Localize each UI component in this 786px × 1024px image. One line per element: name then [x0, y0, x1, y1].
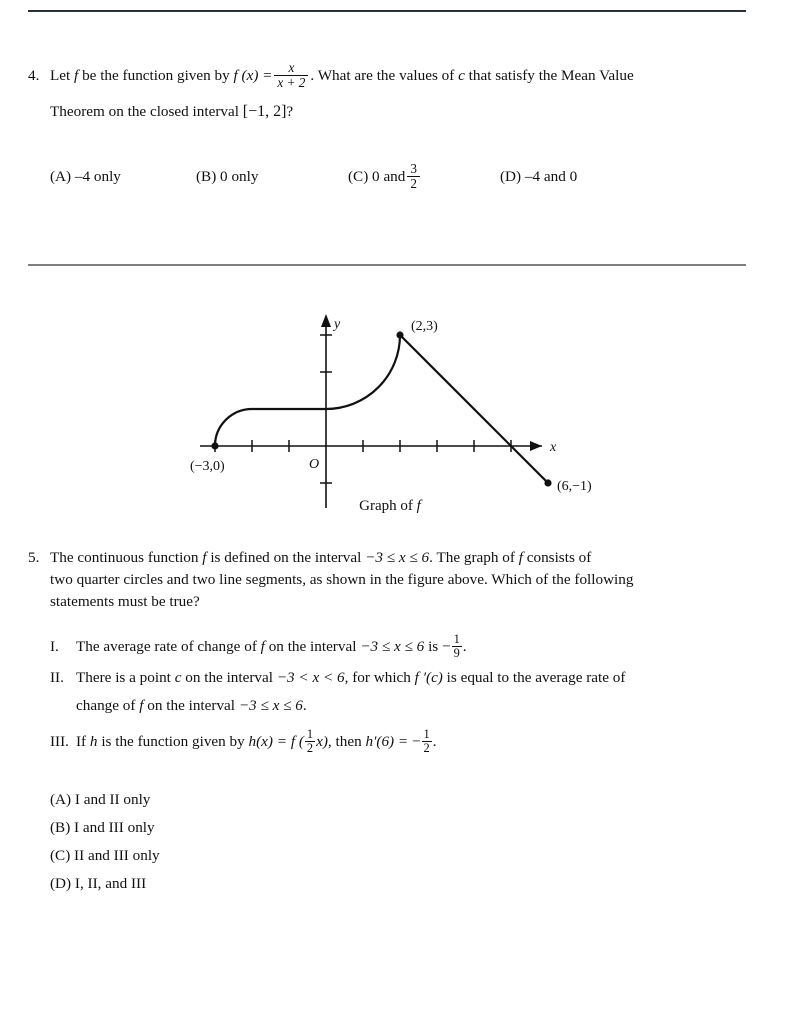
choice-4-c-fraction — [407, 162, 420, 191]
choice-5-d-text: I, II, and III — [74, 875, 147, 892]
statement-ii-mid: on the interval — [185, 669, 273, 686]
statement-iii-hx: h(x) = f ( — [248, 733, 304, 750]
q4-interval: [−1, 2] — [242, 103, 287, 120]
q4-function-expression: f (x) = — [233, 67, 273, 84]
choice-4-c-fraction-denominator: 2 — [407, 176, 420, 191]
statement-ii-cont-pre: change of — [76, 697, 136, 714]
y-axis-arrow — [321, 314, 331, 327]
question-5-line-3: statements must be true? — [50, 593, 200, 610]
figure-caption-text: Graph of — [359, 498, 413, 514]
statement-ii-text-cont — [76, 692, 746, 720]
statement-iii-pre: If — [76, 733, 87, 750]
q5-text-pre: The continuous function — [50, 549, 199, 566]
choice-4-b-text: 0 only — [220, 168, 259, 185]
statement-iii-fraction-result-numerator: 1 — [423, 727, 430, 741]
statement-ii-interval: −3 < x < 6 — [276, 669, 345, 686]
choice-4-a-text: –4 only — [74, 168, 121, 185]
statement-ii-fprime: f ′(c) — [414, 669, 443, 686]
statement-iii-fraction-result — [422, 728, 432, 755]
x-axis-arrow — [530, 441, 542, 451]
graph-svg — [180, 300, 600, 525]
choice-4-b-label: (B) — [196, 168, 217, 185]
question-5-number: 5. — [28, 549, 40, 566]
statement-iii-end: . — [432, 733, 437, 750]
statement-i-pre: The average rate of change of — [76, 638, 257, 655]
q5-text-end: consists of — [526, 549, 592, 566]
q4-fraction-denominator: x + 2 — [274, 75, 308, 90]
choice-4-a[interactable] — [50, 163, 121, 191]
q4-symbol-c: c — [458, 67, 465, 84]
statement-iii-fraction-result-denominator: 2 — [423, 741, 430, 756]
statement-ii-number: II. — [50, 669, 64, 686]
statement-ii-end: is equal to the average rate of — [446, 669, 626, 686]
choice-4-a-label: (A) — [50, 168, 72, 185]
choice-5-c[interactable] — [50, 842, 160, 870]
statement-i-mid: on the interval — [268, 638, 357, 655]
q5-text-mid: is defined on the interval — [210, 549, 362, 566]
choice-5-a[interactable] — [50, 786, 150, 814]
statement-ii-text — [76, 664, 746, 692]
statement-i-end: . — [462, 638, 467, 655]
label-point-peak: (2,3) — [411, 319, 438, 334]
choice-4-d-text: –4 and 0 — [524, 168, 578, 185]
choice-5-b-text: I and III only — [74, 819, 155, 836]
statement-ii-cont-symbol-f: f — [139, 697, 144, 714]
choice-4-d[interactable] — [500, 163, 577, 191]
statement-iii-fraction-half — [305, 728, 315, 755]
statement-ii-symbol-c: c — [174, 669, 182, 686]
label-origin: O — [309, 457, 320, 472]
divider-top — [28, 10, 746, 12]
label-point-left-endpoint: (−3,0) — [190, 459, 225, 474]
statement-i-sign: − — [442, 638, 451, 655]
statement-ii-cont-interval: −3 ≤ x ≤ 6 — [238, 697, 303, 714]
q5-symbol-f: f — [202, 549, 207, 566]
point-marker-right-endpoint — [544, 479, 551, 486]
question-4-line-2 — [50, 98, 750, 126]
q4-text-post: . What are the values of — [310, 67, 455, 84]
statement-iii-symbol-h: h — [89, 733, 98, 750]
statement-iii-hx-var: x) — [316, 733, 328, 750]
point-marker-left-endpoint — [211, 442, 218, 449]
statement-i-fraction-numerator: 1 — [453, 632, 460, 646]
statement-iii-mid: is the function given by — [101, 733, 245, 750]
figure-caption-symbol-f: f — [416, 498, 421, 514]
choice-4-c[interactable] — [348, 163, 422, 192]
choice-5-a-label: (A) — [50, 791, 72, 808]
q4-line2-pre: Theorem on the closed interval — [50, 103, 239, 120]
question-4-number: 4. — [28, 67, 40, 84]
statement-iii-number: III. — [50, 733, 69, 750]
question-5-line-2: two quarter circles and two line segments, as shown in the figure above. Which of the following — [50, 571, 634, 588]
choice-5-d[interactable] — [50, 870, 146, 898]
label-axis-y: y — [334, 317, 341, 332]
statement-iii-sign: − — [411, 733, 421, 750]
statement-i-symbol-f: f — [260, 638, 265, 655]
choice-4-c-text: 0 and — [372, 168, 406, 185]
statement-iii-fraction-half-denominator: 2 — [306, 741, 314, 756]
statement-ii-post: , for which — [344, 669, 411, 686]
q5-text-post: . The graph of — [429, 549, 515, 566]
choice-4-d-label: (D) — [500, 168, 522, 185]
statement-iii-fraction-half-numerator: 1 — [306, 727, 314, 741]
q4-fraction-numerator: x — [288, 60, 295, 76]
axes — [200, 318, 542, 508]
choice-5-b-label: (B) — [50, 819, 71, 836]
statement-ii-cont-mid: on the interval — [147, 697, 236, 714]
label-point-right-endpoint: (6,−1) — [557, 479, 592, 494]
choice-4-b[interactable] — [196, 163, 258, 191]
statement-i-number: I. — [50, 638, 59, 655]
statement-iii-then: , then — [327, 733, 362, 750]
divider-middle — [28, 264, 746, 266]
statement-i-fraction — [452, 633, 462, 660]
choice-5-c-label: (C) — [50, 847, 71, 864]
point-marker-peak — [396, 331, 403, 338]
q4-text-pre: Let — [50, 67, 71, 84]
statement-i-is: is — [428, 638, 439, 655]
statement-ii-pre: There is a point — [76, 669, 171, 686]
label-axis-x: x — [550, 440, 557, 455]
choice-4-c-label: (C) — [348, 168, 369, 185]
statement-i-interval: −3 ≤ x ≤ 6 — [360, 638, 425, 655]
choice-5-c-text: II and III only — [74, 847, 160, 864]
statement-i-fraction-denominator: 9 — [453, 646, 460, 661]
figure-caption — [180, 498, 600, 515]
choice-5-b[interactable] — [50, 814, 155, 842]
q4-text-end: that satisfy the Mean Value — [468, 67, 634, 84]
graph-of-f-figure — [180, 300, 600, 525]
choice-5-d-label: (D) — [50, 875, 72, 892]
q4-line2-end: ? — [286, 103, 294, 120]
q5-interval: −3 ≤ x ≤ 6 — [365, 549, 430, 566]
statement-ii-cont-end: . — [302, 697, 307, 714]
q4-symbol-f: f — [74, 67, 79, 84]
choice-4-c-fraction-numerator: 3 — [410, 161, 417, 177]
choice-5-a-text: I and II only — [74, 791, 151, 808]
q5-symbol-f2: f — [518, 549, 523, 566]
statement-iii-hprime: h′(6) = — [365, 733, 409, 750]
statement-iii-text — [76, 728, 746, 756]
question-4-choices — [0, 163, 786, 203]
question-4-line-1 — [50, 62, 750, 91]
function-curve — [215, 335, 548, 483]
q4-text-mid: be the function given by — [82, 67, 230, 84]
statement-i-text — [76, 633, 736, 661]
q4-fraction — [274, 61, 308, 90]
